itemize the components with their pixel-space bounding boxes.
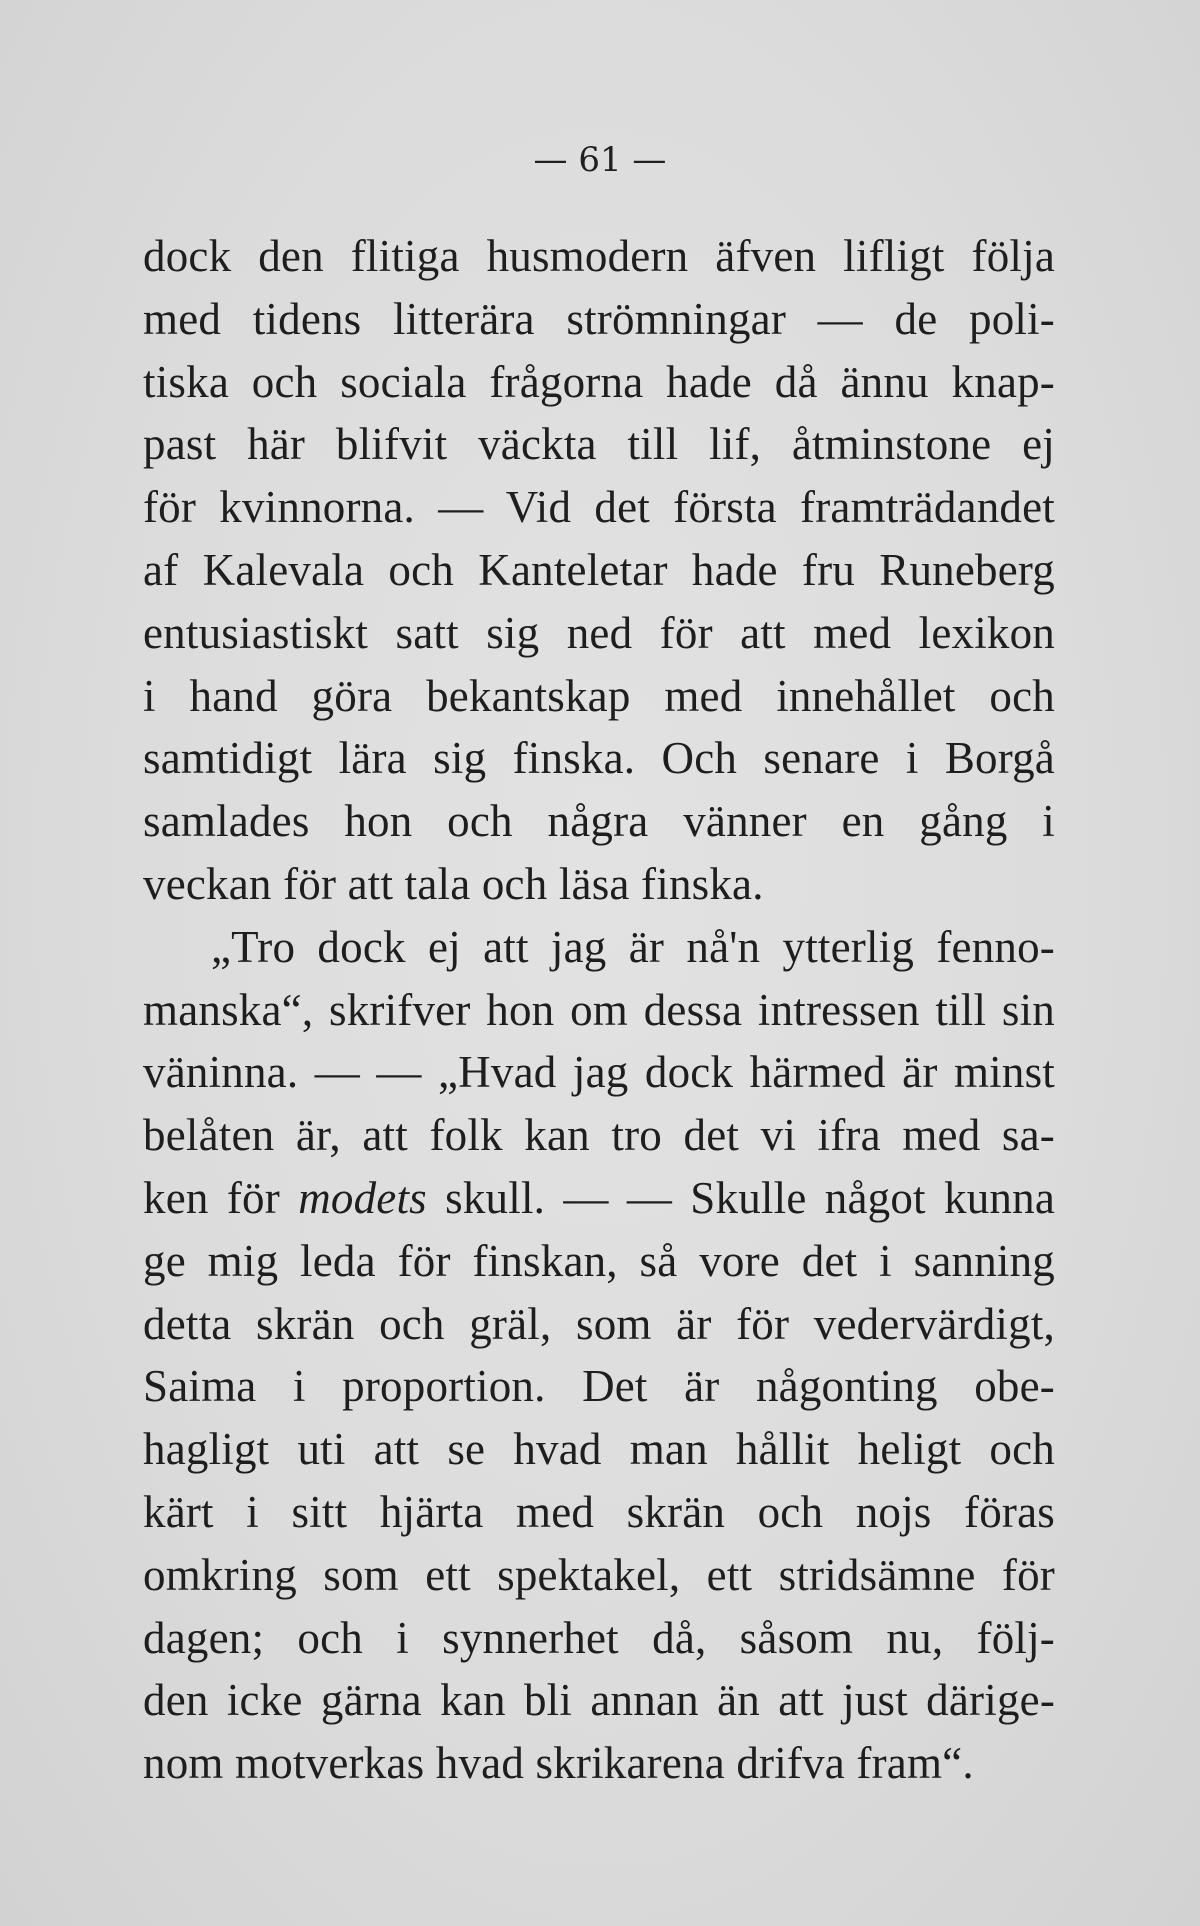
text-line: ge mig leda för finskan, så vore det i sanning bbox=[143, 1235, 1055, 1286]
text-line: entusiastiskt satt sig ned för att med lexikon bbox=[143, 607, 1055, 658]
text-line: tiska och sociala frågorna hade då ännu knap- bbox=[143, 356, 1055, 407]
text-line: den icke gärna kan bli annan än att just därige- bbox=[143, 1675, 1055, 1726]
paragraph-end-line: veckan för att tala och läsa finska. bbox=[143, 858, 764, 909]
text-line: omkring som ett spektakel, ett stridsämne för bbox=[143, 1549, 1055, 1600]
text-line: Saima i proportion. Det är någonting obe- bbox=[143, 1361, 1055, 1412]
text-line: samlades hon och några vänner en gång i bbox=[143, 796, 1055, 847]
body-text bbox=[143, 225, 1055, 1795]
text-line: past här blifvit väckta till lif, åtminstone ej bbox=[143, 419, 1055, 470]
text-line: kärt i sitt hjärta med skrän och nojs föras bbox=[143, 1486, 1055, 1537]
text-line-with-italic bbox=[143, 1167, 1055, 1230]
text-segment: ken för bbox=[143, 1172, 299, 1223]
text-line: belåten är, att folk kan tro det vi ifra med sa- bbox=[143, 1110, 1055, 1161]
text-line: manska“, skrifver hon om dessa intressen till sin bbox=[143, 984, 1055, 1035]
paragraph-start-line: „Tro dock ej att jag är nå'n ytterlig fenno- bbox=[211, 921, 1055, 972]
page-number: — 61 — bbox=[533, 140, 667, 180]
text-line: samtidigt lära sig finska. Och senare i Borgå bbox=[143, 733, 1055, 784]
text-line: i hand göra bekantskap med innehållet och bbox=[143, 670, 1055, 721]
text-line: dagen; och i synnerhet då, såsom nu, följ- bbox=[143, 1612, 1055, 1663]
text-line: dock den flitiga husmodern äfven lifligt följa bbox=[143, 231, 1055, 281]
italic-word: modets bbox=[298, 1172, 427, 1223]
text-line: med tidens litterära strömningar — de poli- bbox=[143, 293, 1055, 344]
text-line: för kvinnorna. — Vid det första framträdandet bbox=[143, 482, 1055, 533]
text-line: hagligt uti att se hvad man hållit heligt och bbox=[143, 1424, 1055, 1475]
text-segment: skull. — — Skulle något kunna bbox=[426, 1172, 1055, 1223]
text-line: väninna. — — „Hvad jag dock härmed är minst bbox=[143, 1047, 1055, 1098]
paragraph-end-line: nom motverkas hvad skrikarena drifva fram“. bbox=[143, 1738, 974, 1789]
text-line: af Kalevala och Kanteletar hade fru Runeberg bbox=[143, 544, 1055, 595]
text-line: detta skrän och gräl, som är för vedervärdigt, bbox=[143, 1298, 1055, 1349]
